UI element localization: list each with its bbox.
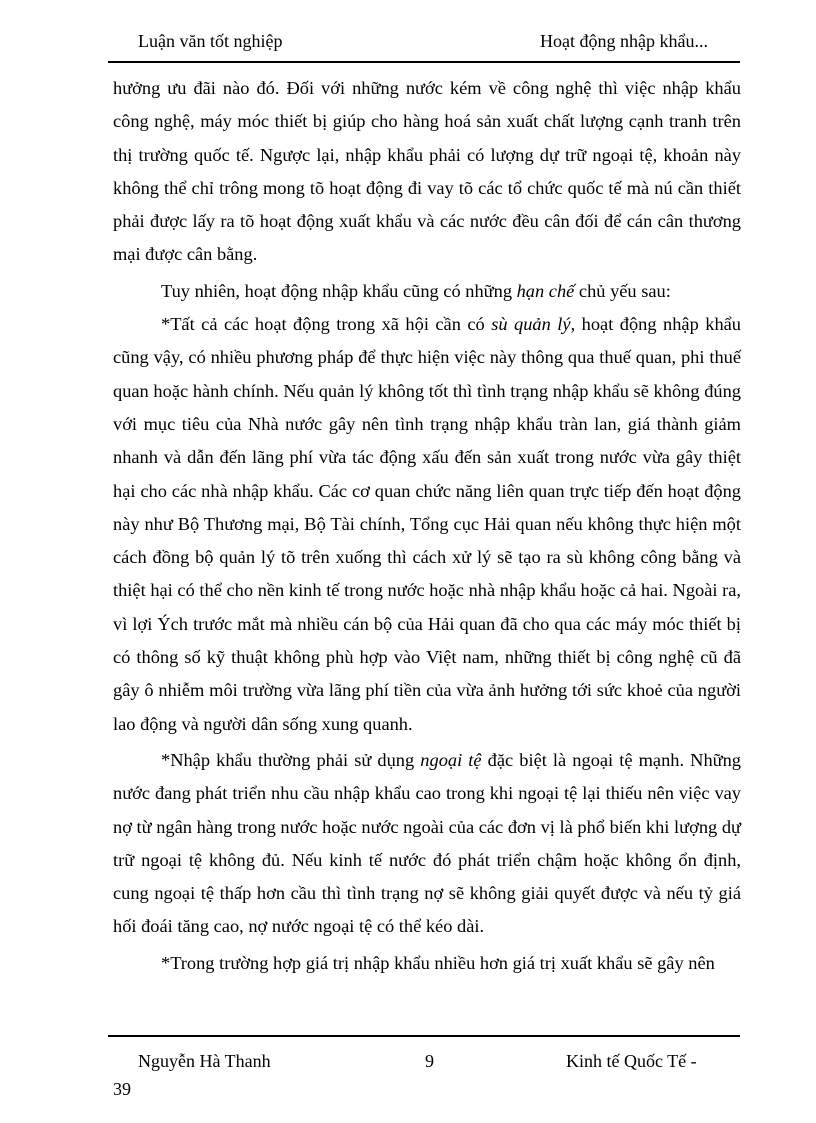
paragraph-2-text-end: chủ yếu sau:: [574, 280, 671, 301]
main-body: [113, 72, 741, 980]
footer-author: Nguyễn Hà Thanh: [138, 1051, 271, 1071]
paragraph-3-text-end: , hoạt động nhập khẩu cũng vậy, có nhiều phương pháp để thực hiện việc này thông qua thuế quan, phi thuế quan hoặc hành chính. Nếu quản lý không tốt thì tình trạng nhập khẩu sẽ không đúng với mục tiêu của Nhà nước gây nên tình trạng nhập khẩu tràn lan, giá thành giảm nhanh và dẫn đến lãng phí vừa tác động xấu đến sản xuất trong nước vừa gây thiệt hại cho các nhà nhập khẩu. Các cơ quan chức năng liên quan trực tiếp đến hoạt động này như Bộ Thương mại, Bộ Tài chính, Tổng cục Hải quan nếu không thực hiện một cách đồng bộ quản lý tõ trên xuống thì cách xử lý sẽ tạo ra sù không công bằng và thiệt hại có thể cho nền kinh tế trong nước hoặc nhà nhập khẩu hoặc cả hai. Ngoài ra, vì lợi Ých trước mắt mà nhiều cán bộ của Hải quan đã cho qua các máy móc thiết bị có thông số kỹ thuật không phù hợp vào Việt nam, những thiết bị công nghệ cũ đã gây ô nhiễm môi trường vừa lãng phí tiền của vừa ảnh hưởng tới sức khoẻ của người lao động và người dân sống xung quanh.: [113, 314, 741, 734]
paragraph-1: hưởng ưu đãi nào đó. Đối với những nước kém về công nghệ thì việc nhập khẩu công nghệ, máy móc thiết bị giúp cho hàng hoá sản xuất chất lượng cạnh tranh trên thị trường quốc tế. Ngược lại, nhập khẩu phải có lượng dự trữ ngoại tệ, khoản này không thể chỉ trông mong tõ hoạt động đi vay tõ các tổ chức quốc tế mà nú cần thiết phải được lấy ra tõ hoạt động xuất khẩu và các nước đều cân đối để cán cân thương mại được cân bằng.: [113, 78, 741, 265]
paragraph-5: *Trong trường hợp giá trị nhập khẩu nhiều hơn giá trị xuất khẩu sẽ gây nên: [161, 952, 715, 973]
paragraph-2: [113, 275, 741, 308]
paragraph-4: [113, 744, 741, 944]
footer-page-number: 9: [425, 1051, 434, 1071]
header-topic-label: Hoạt động nhập khẩu...: [540, 31, 708, 51]
header-divider: [108, 61, 740, 63]
paragraph-2-text: Tuy nhiên, hoạt động nhập khẩu cũng có những: [161, 280, 517, 301]
paragraph-4-text: *Nhập khẩu thường phải sử dụng: [161, 749, 421, 770]
emphasis-han-che: hạn chế: [516, 280, 575, 301]
footer-class-number: 39: [113, 1079, 131, 1099]
footer-class-name: Kinh tế Quốc Tế -: [566, 1051, 697, 1071]
paragraph-4-text-end: đặc biệt là ngoại tệ mạnh. Những nước đang phát triển nhu cầu nhập khẩu cao trong khi ngoại tệ lại thiếu nên việc vay nợ từ ngân hàng trong nước hoặc nước ngoài của các đơn vị là phổ biến khi lượng dự trữ ngoại tệ không đủ. Nếu kinh tế nước đó phát triển chậm hoặc không ổn định, cung ngoại tệ thấp hơn cầu thì tình trạng nợ sẽ không giải quyết được và nếu tỷ giá hối đoái tăng cao, nợ nước ngoại tệ có thể kéo dài.: [113, 749, 741, 937]
paragraph-3: [113, 308, 741, 741]
header-thesis-label: Luận văn tốt nghiệp: [138, 31, 283, 51]
paragraph-3-text: *Tất cả các hoạt động trong xã hội cần có: [161, 314, 492, 335]
footer-divider: [108, 1035, 740, 1037]
emphasis-su-quan-ly: sù quản lý: [491, 314, 571, 335]
emphasis-ngoai-te: ngoại tệ: [420, 749, 482, 770]
